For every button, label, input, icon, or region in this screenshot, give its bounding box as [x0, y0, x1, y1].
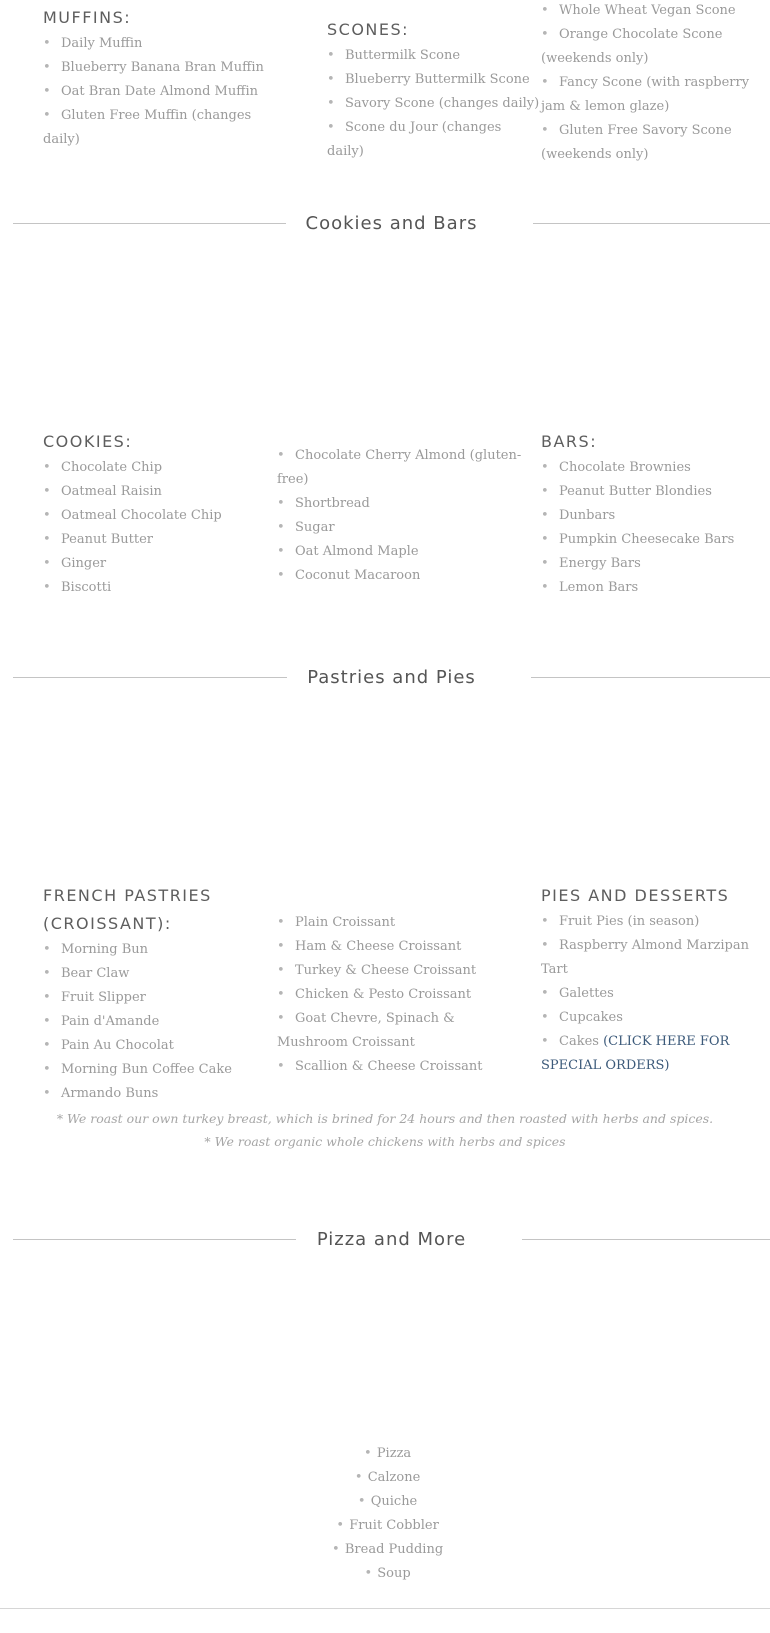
list-item: • Cupcakes: [541, 1006, 770, 1030]
list-item: • Coconut Macaroon: [277, 564, 527, 588]
croissants-list: [277, 911, 527, 1079]
section-title: Pizza and More: [316, 1229, 467, 1250]
section-title: Cookies and Bars: [305, 213, 478, 234]
list-item: • Blueberry Banana Bran Muffin: [43, 56, 273, 80]
list-item: • Bear Claw: [43, 962, 258, 986]
list-item: • Orange Chocolate Scone (weekends only): [541, 23, 770, 71]
list-item: [541, 1030, 770, 1078]
list-item: • Peanut Butter Blondies: [541, 480, 770, 504]
list-item: • Turkey & Cheese Croissant: [277, 959, 527, 983]
list-item: • Oat Almond Maple: [277, 540, 527, 564]
french-pastries-column: [43, 882, 258, 1106]
pizza-column: [0, 1442, 770, 1586]
list-item: • Gluten Free Savory Scone (weekends only): [541, 119, 770, 167]
list-item: • Morning Bun Coffee Cake: [43, 1058, 258, 1082]
list-item: • Fruit Cobbler: [0, 1514, 770, 1538]
list-item: • Scone du Jour (changes daily): [327, 116, 542, 164]
list-item: • Buttermilk Scone: [327, 44, 542, 68]
list-item: • Morning Bun: [43, 938, 258, 962]
muffins-column: [43, 4, 273, 152]
list-item: • Chocolate Chip: [43, 456, 263, 480]
list-item: • Fancy Scone (with raspberry jam & lemon glaze): [541, 71, 770, 119]
scones-more-list: [541, 0, 770, 167]
scones-column: [327, 16, 542, 164]
list-item: • Chocolate Cherry Almond (gluten-free): [277, 444, 527, 492]
muffins-heading: MUFFINS:: [43, 8, 132, 27]
list-item: • Shortbread: [277, 492, 527, 516]
list-item: • Dunbars: [541, 504, 770, 528]
list-item: • Plain Croissant: [277, 911, 527, 935]
list-item: • Lemon Bars: [541, 576, 770, 600]
pies-heading: PIES AND DESSERTS: [541, 886, 730, 905]
pizza-list: [0, 1442, 770, 1586]
list-item: • Sugar: [277, 516, 527, 540]
list-item: • Goat Chevre, Spinach & Mushroom Croissant: [277, 1007, 527, 1055]
turkey-note: * We roast our own turkey breast, which is brined for 24 hours and then roasted with herbs and spices.: [56, 1111, 714, 1126]
pies-column: [541, 882, 770, 1078]
list-item: • Fruit Slipper: [43, 986, 258, 1010]
list-item: • Blueberry Buttermilk Scone: [327, 68, 542, 92]
list-item: • Gluten Free Muffin (changes daily): [43, 104, 273, 152]
list-item: • Armando Buns: [43, 1082, 258, 1106]
list-item: • Chicken & Pesto Croissant: [277, 983, 527, 1007]
bars-list: [541, 456, 770, 600]
section-title: Pastries and Pies: [307, 667, 476, 688]
list-item: • Whole Wheat Vegan Scone: [541, 0, 770, 23]
list-item: • Soup: [0, 1562, 770, 1586]
cookies-heading: COOKIES:: [43, 432, 133, 451]
croissants-column: [277, 911, 527, 1079]
list-item: • Energy Bars: [541, 552, 770, 576]
list-item: • Bread Pudding: [0, 1538, 770, 1562]
section-cookies-and-bars: [13, 210, 770, 238]
list-item: • Scallion & Cheese Croissant: [277, 1055, 527, 1079]
scones-heading: SCONES:: [327, 20, 410, 39]
french-pastries-heading: FRENCH PASTRIES (CROISSANT):: [43, 886, 212, 933]
list-item: • Savory Scone (changes daily): [327, 92, 542, 116]
list-item: • Pizza: [0, 1442, 770, 1466]
list-item: • Fruit Pies (in season): [541, 910, 770, 934]
scones-more-column: [541, 0, 770, 167]
list-item: • Galettes: [541, 982, 770, 1006]
list-item: • Peanut Butter: [43, 528, 263, 552]
cookies-more-list: [277, 444, 527, 588]
cookies-list: [43, 456, 263, 600]
list-item: • Calzone: [0, 1466, 770, 1490]
bars-column: [541, 428, 770, 600]
list-item: • Oat Bran Date Almond Muffin: [43, 80, 273, 104]
list-item: • Ham & Cheese Croissant: [277, 935, 527, 959]
cookies-more-column: [277, 444, 527, 588]
list-item: • Pain d'Amande: [43, 1010, 258, 1034]
muffins-list: [43, 32, 273, 152]
list-item: • Ginger: [43, 552, 263, 576]
chicken-note: * We roast organic whole chickens with herbs and spices: [204, 1134, 566, 1149]
list-item: • Oatmeal Chocolate Chip: [43, 504, 263, 528]
list-item: • Raspberry Almond Marzipan Tart: [541, 934, 770, 982]
cookies-column: [43, 428, 263, 600]
list-item: • Chocolate Brownies: [541, 456, 770, 480]
list-item: • Oatmeal Raisin: [43, 480, 263, 504]
french-pastries-list: [43, 938, 258, 1106]
section-pizza-and-more: [13, 1226, 770, 1254]
list-item: • Pain Au Chocolat: [43, 1034, 258, 1058]
section-pastries-and-pies: [13, 664, 770, 692]
bars-heading: BARS:: [541, 432, 598, 451]
pies-list: [541, 910, 770, 1078]
list-item: • Daily Muffin: [43, 32, 273, 56]
special-orders-link[interactable]: (CLICK HERE FOR SPECIAL ORDERS): [541, 1034, 730, 1073]
scones-list: [327, 44, 542, 164]
list-item: • Biscotti: [43, 576, 263, 600]
list-item: • Quiche: [0, 1490, 770, 1514]
list-item: • Pumpkin Cheesecake Bars: [541, 528, 770, 552]
bottom-divider: [0, 1608, 770, 1609]
cakes-label: Cakes: [559, 1034, 599, 1049]
